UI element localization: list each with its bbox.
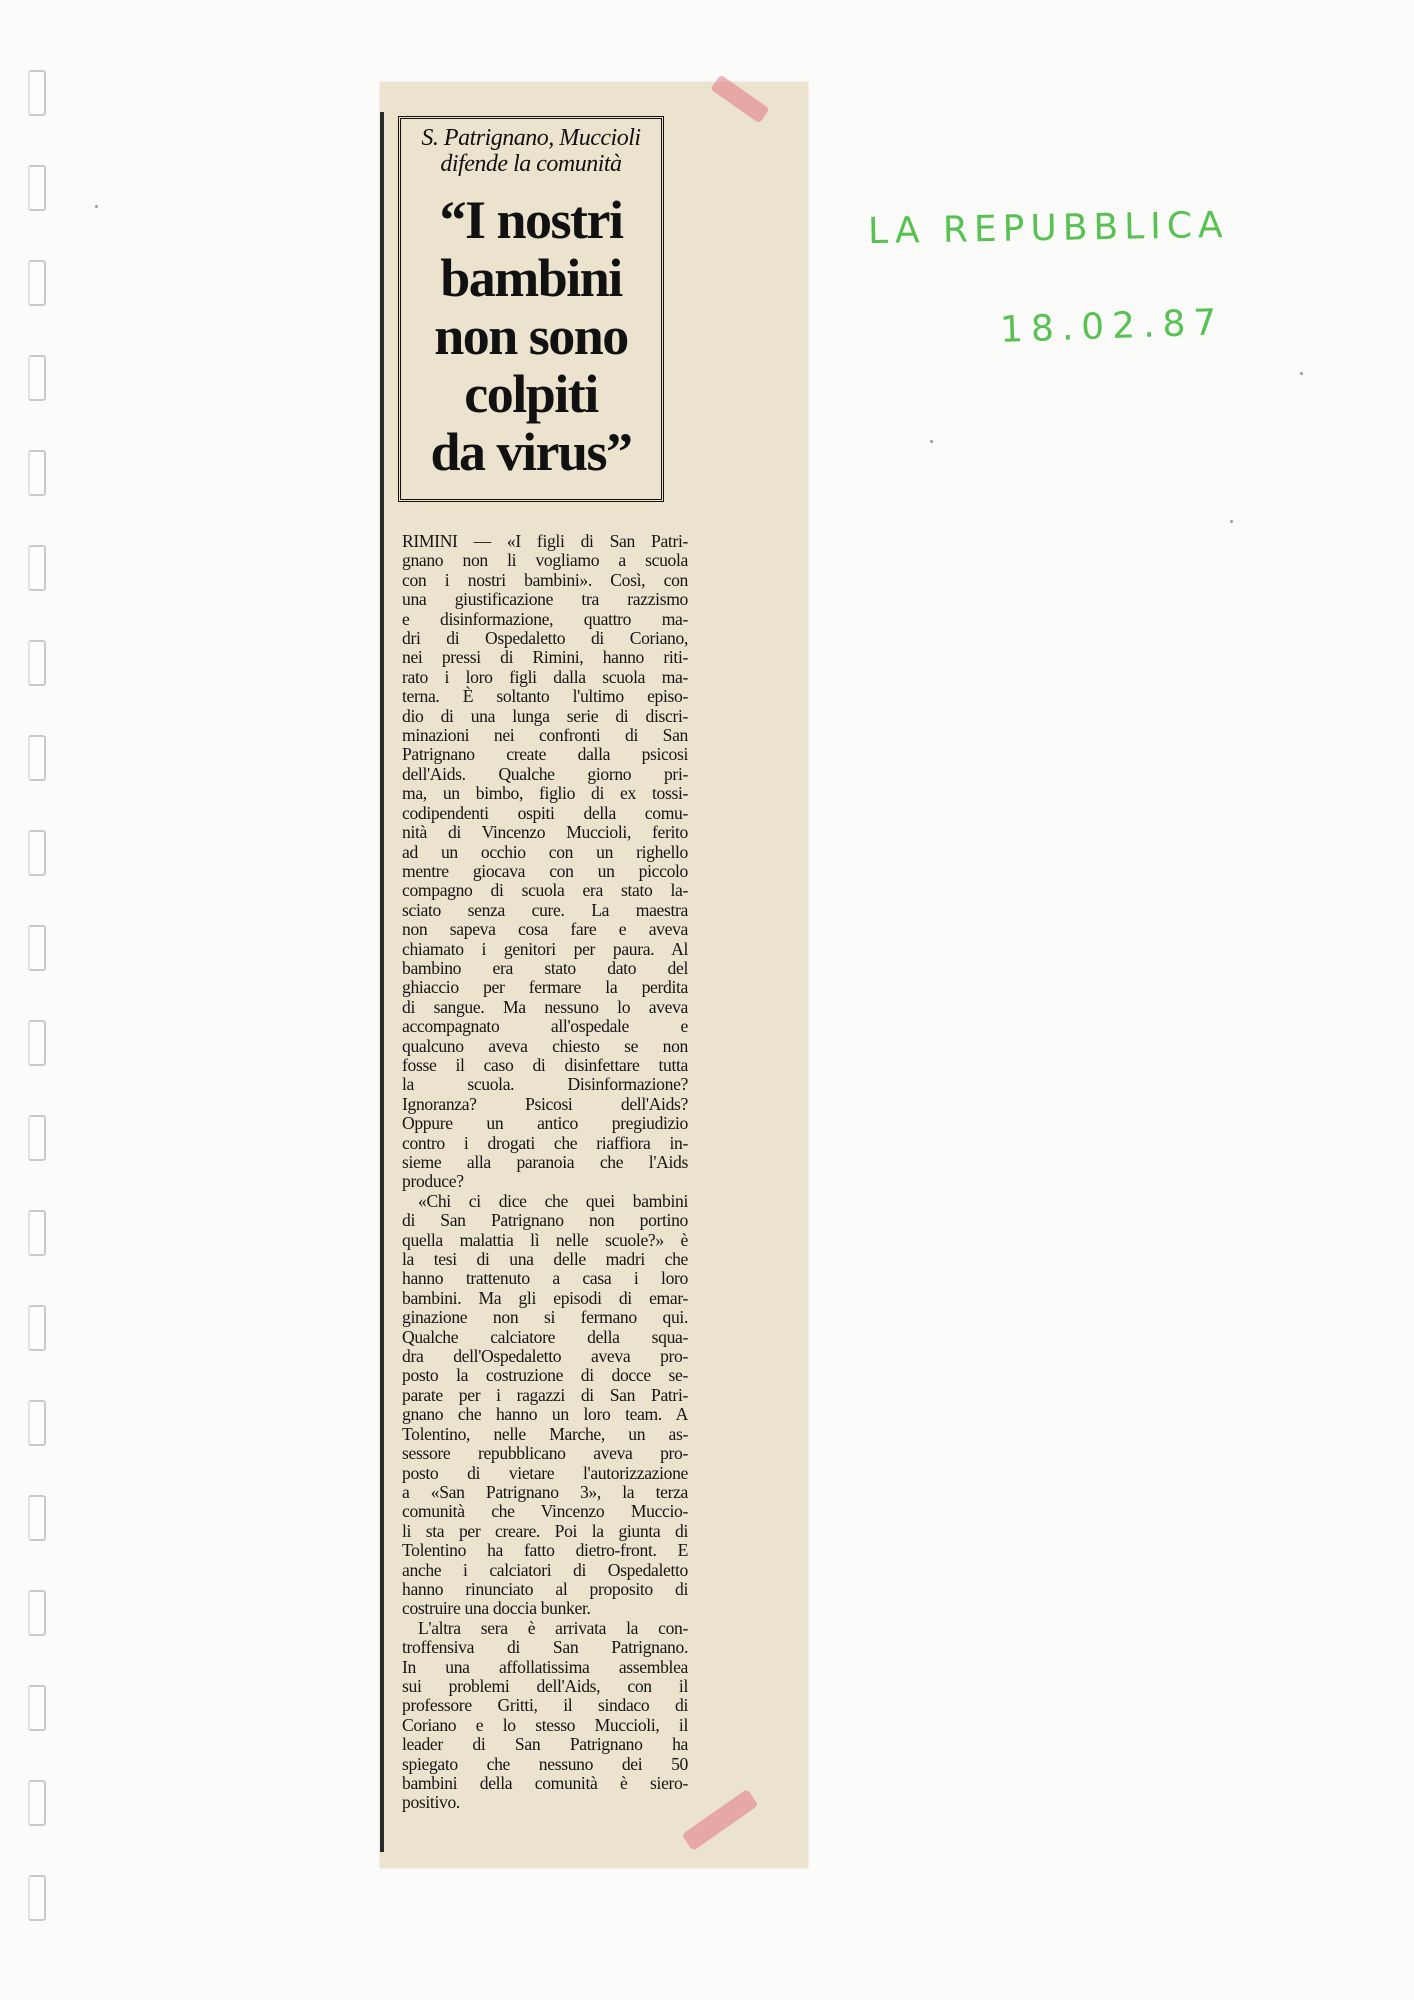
headline-box bbox=[398, 116, 664, 502]
article-line: Patrignano create dalla psicosi bbox=[402, 744, 688, 765]
article-line: posto di vietare l'autorizzazione bbox=[402, 1462, 688, 1483]
article-line: bambino era stato dato del bbox=[402, 957, 688, 978]
binder-hole bbox=[28, 640, 46, 686]
article-line: L'altra sera è arrivata la con- bbox=[418, 1617, 688, 1638]
article-line: dio di una lunga serie di discri- bbox=[402, 705, 688, 726]
article-line: Tolentino, nelle Marche, un as- bbox=[402, 1423, 688, 1444]
article-line: «Chi ci dice che quei bambini bbox=[418, 1190, 688, 1211]
newspaper-clipping bbox=[380, 82, 808, 1868]
article-line: hanno rinunciato al proposito di bbox=[402, 1578, 688, 1599]
article-line: Tolentino ha fatto dietro-front. E bbox=[402, 1540, 688, 1561]
article-line: positivo. bbox=[402, 1792, 460, 1813]
article-line: chiamato i genitori per paura. Al bbox=[402, 938, 688, 959]
article-line: di San Patrignano non portino bbox=[402, 1210, 688, 1231]
article-line: Qualche calciatore della squa- bbox=[402, 1326, 688, 1347]
article-line: rato i loro figli dalla scuola ma- bbox=[402, 666, 688, 687]
article-line: minazioni nei confronti di San bbox=[402, 725, 688, 746]
binder-hole bbox=[28, 1400, 46, 1446]
binder-hole bbox=[28, 545, 46, 591]
article-line: dell'Aids. Qualche giorno pri- bbox=[402, 763, 688, 784]
article-line: comunità che Vincenzo Muccio- bbox=[402, 1501, 688, 1522]
article-line: Ignoranza? Psicosi dell'Aids? bbox=[402, 1093, 688, 1114]
headline-line: non sono bbox=[434, 306, 628, 366]
binder-hole bbox=[28, 1685, 46, 1731]
article-line: mentre giocava con un piccolo bbox=[402, 860, 688, 881]
article-line: non sapeva cosa fare e aveva bbox=[402, 919, 688, 940]
article-line: gnano che hanno un loro team. A bbox=[402, 1404, 688, 1425]
article-line: a «San Patrignano 3», la terza bbox=[402, 1481, 688, 1502]
article-line: bambini. Ma gli episodi di emar- bbox=[402, 1287, 688, 1308]
binder-hole bbox=[28, 830, 46, 876]
article-line: gnano non li vogliamo a scuola bbox=[402, 550, 688, 571]
headline-line: colpiti bbox=[464, 364, 598, 424]
article-line: sciato senza cure. La maestra bbox=[402, 899, 688, 920]
article-line: professore Gritti, il sindaco di bbox=[402, 1695, 688, 1716]
article-line: ghiaccio per fermare la perdita bbox=[402, 977, 688, 998]
article-line: li sta per creare. Poi la giunta di bbox=[402, 1520, 688, 1541]
article-line: la tesi di una delle madri che bbox=[402, 1249, 688, 1270]
article-line: RIMINI — «I figli di San Patri- bbox=[402, 531, 688, 551]
article-line: nità di Vincenzo Muccioli, ferito bbox=[402, 822, 688, 843]
article-line: con i nostri bambini». Così, con bbox=[402, 569, 688, 590]
article-line: la scuola. Disinformazione? bbox=[402, 1074, 688, 1095]
binder-hole bbox=[28, 1020, 46, 1066]
binder-hole bbox=[28, 1590, 46, 1636]
article-line: terna. È soltanto l'ultimo episo- bbox=[402, 686, 688, 707]
article-line: nei pressi di Rimini, hanno riti- bbox=[402, 647, 688, 668]
binder-hole bbox=[28, 1115, 46, 1161]
headline-line: bambini bbox=[440, 248, 622, 308]
article-line: Oppure un antico pregiudizio bbox=[402, 1113, 688, 1134]
binder-hole bbox=[28, 1875, 46, 1921]
article-line: produce? bbox=[402, 1171, 464, 1192]
binder-hole bbox=[28, 70, 46, 116]
article-line: ginazione non si fermano qui. bbox=[402, 1307, 688, 1328]
article-line: qualcuno aveva chiesto se non bbox=[402, 1035, 688, 1056]
article-line: quella malattia lì nelle scuole?» è bbox=[402, 1229, 688, 1250]
handwritten-date: 18.02.87 bbox=[999, 302, 1225, 351]
article-line: In una affollatissima assemblea bbox=[402, 1656, 688, 1677]
article-line: leader di San Patrignano ha bbox=[402, 1734, 688, 1755]
article-line: Coriano e lo stesso Muccioli, il bbox=[402, 1714, 688, 1735]
article-line: posto la costruzione di docce se- bbox=[402, 1365, 688, 1386]
article-line: una giustificazione tra razzismo bbox=[402, 589, 688, 610]
article-line: fosse il caso di disinfettare tutta bbox=[402, 1054, 688, 1075]
article-line: hanno trattenuto a casa i loro bbox=[402, 1268, 688, 1289]
handwritten-source-label: LA REPUBBLICA bbox=[867, 204, 1229, 253]
pink-highlighter-mark bbox=[681, 1789, 758, 1851]
dust-speck bbox=[930, 440, 933, 443]
article-line: ma, un bimbo, figlio di ex tossi- bbox=[402, 783, 688, 804]
kicker-line: difende la comunità bbox=[440, 151, 622, 177]
binder-hole bbox=[28, 1495, 46, 1541]
article-line: compagno di scuola era stato la- bbox=[402, 880, 688, 901]
article-line: di sangue. Ma nessuno lo aveva bbox=[402, 996, 688, 1017]
headline-line: da virus” bbox=[430, 422, 632, 482]
binder-hole bbox=[28, 1305, 46, 1351]
article-line: contro i drogati che riaffiora in- bbox=[402, 1132, 688, 1153]
dust-speck bbox=[1300, 372, 1303, 375]
binder-hole bbox=[28, 925, 46, 971]
binder-hole bbox=[28, 260, 46, 306]
binder-hole bbox=[28, 1210, 46, 1256]
article-line: parate per i ragazzi di San Patri- bbox=[402, 1384, 688, 1405]
article-line: sieme alla paranoia che l'Aids bbox=[402, 1152, 688, 1172]
binder-hole bbox=[28, 450, 46, 496]
article-line: costruire una doccia bunker. bbox=[402, 1598, 591, 1619]
article-line: accompagnato all'ospedale e bbox=[402, 1016, 688, 1037]
dust-speck bbox=[1230, 520, 1233, 523]
article-line: spiegato che nessuno dei 50 bbox=[402, 1753, 688, 1774]
article-line: sui problemi dell'Aids, con il bbox=[402, 1675, 688, 1696]
pink-highlighter-mark bbox=[710, 74, 769, 123]
article-line: sessore repubblicano aveva pro- bbox=[402, 1443, 688, 1464]
article-line: ad un occhio con un righello bbox=[402, 841, 688, 862]
article-line: anche i calciatori di Ospedaletto bbox=[402, 1559, 688, 1580]
article-line: bambini della comunità è siero- bbox=[402, 1773, 688, 1793]
binder-hole bbox=[28, 355, 46, 401]
article-body bbox=[402, 532, 688, 1813]
binder-hole bbox=[28, 735, 46, 781]
kicker bbox=[409, 125, 653, 177]
article-line: dri di Ospedaletto di Coriano, bbox=[402, 628, 688, 649]
article-line: codipendenti ospiti della comu- bbox=[402, 802, 688, 823]
dust-speck bbox=[95, 205, 98, 208]
clipping-column-rule bbox=[380, 112, 384, 1852]
article-line: e disinformazione, quattro ma- bbox=[402, 608, 688, 629]
binder-hole bbox=[28, 165, 46, 211]
binder-hole bbox=[28, 1780, 46, 1826]
article-line: dra dell'Ospedaletto aveva pro- bbox=[402, 1346, 688, 1367]
headline-line: “I nostri bbox=[439, 190, 623, 250]
headline bbox=[409, 191, 653, 481]
kicker-line: S. Patrignano, Muccioli bbox=[421, 125, 641, 151]
article-line: troffensiva di San Patrignano. bbox=[402, 1637, 688, 1658]
